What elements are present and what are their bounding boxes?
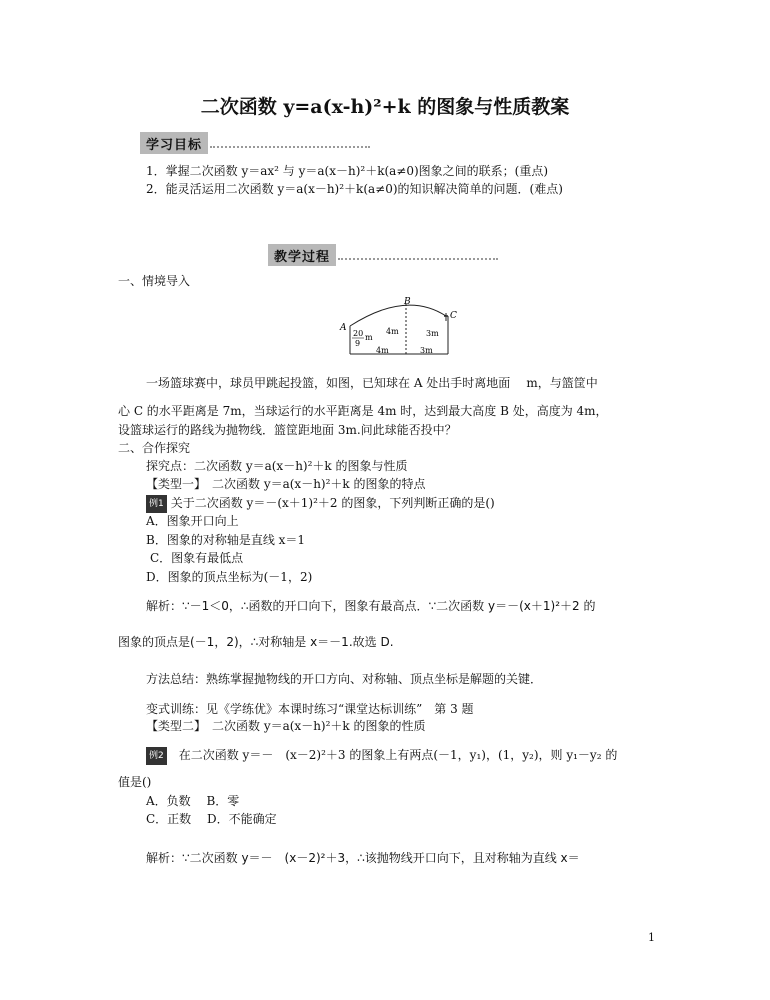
type-one-heading: 【类型一】 二次函数 y＝a(x－h)²＋k 的图象的特点 xyxy=(146,477,426,491)
example-1-stem xyxy=(146,494,495,513)
example-2-options-row2: C．正数 D．不能确定 xyxy=(146,812,277,826)
example-1-text: 关于二次函数 y＝－(x＋1)²＋2 的图象，下列判断正确的是() xyxy=(170,496,495,510)
label-b: B xyxy=(404,297,411,307)
intro-paragraph-line3: 设篮球运行的路线为抛物线．篮筐距地面 3m.问此球能否投中？ xyxy=(118,423,457,437)
section-banner-goals xyxy=(140,132,370,152)
intro-heading: 一、情境导入 xyxy=(118,274,191,288)
intro-line1-text: 一场篮球赛中，球员甲跳起投篮，如图，已知球在 A 处出手时离地面 xyxy=(146,376,511,390)
intro-paragraph-line2: 心 C 的水平距离是 7m，当球运行的水平距离是 4m 时，达到最大高度 B 处，高度为 4m， xyxy=(118,404,608,418)
process-tag: 教学过程 xyxy=(268,244,336,266)
fraction-denominator: 9 xyxy=(355,339,361,348)
page-number: 1 xyxy=(648,931,655,944)
trajectory-curve xyxy=(350,305,446,326)
example-1-option-d: D．图象的顶点坐标为(－1，2) xyxy=(146,570,313,584)
height-right-label: 3m xyxy=(426,329,439,338)
page-title: 二次函数 y=a(x-h)²+k 的图象与性质教案 xyxy=(200,96,570,118)
banner-dots xyxy=(210,138,370,148)
section-banner-process xyxy=(268,244,498,264)
fraction-numerator: 20 xyxy=(353,329,364,338)
example-2-tag: 例2 xyxy=(146,747,167,765)
example-1-option-c: C．图象有最低点 xyxy=(150,551,244,565)
label-c: C xyxy=(450,311,457,321)
example-1-option-a: A．图象开口向上 xyxy=(146,514,239,528)
example-2-analysis: 解析：∵二次函数 y＝－ (x－2)²＋3，∴该抛物线开口向下，且对称轴为直线 x＝ xyxy=(146,851,580,865)
example-1-tag: 例1 xyxy=(146,495,167,513)
type-two-heading: 【类型二】 二次函数 y＝a(x－h)²＋k 的图象的性质 xyxy=(146,719,426,733)
fraction-unit: m xyxy=(365,333,373,342)
example-1-analysis-line1: 解析：∵－1＜0，∴函数的开口向下，图象有最高点．∵二次函数 y＝－(x＋1)²＋2 的 xyxy=(146,599,596,613)
goal-item-2: 2．能灵活运用二次函数 y＝a(x－h)²＋k(a≠0)的知识解决简单的问题．(难点) xyxy=(146,182,563,196)
label-a: A xyxy=(340,323,347,333)
example-2-text: 在二次函数 y＝－ (x－2)²＋3 的图象上有两点(－1，y₁)，(1，y₂)，则 y₁－y₂ 的 xyxy=(178,748,618,762)
method-summary: 方法总结：熟练掌握抛物线的开口方向、对称轴、顶点坐标是解题的关键． xyxy=(146,672,543,686)
goals-tag: 学习目标 xyxy=(140,132,208,154)
example-2-options-row1: A．负数 B．零 xyxy=(146,794,240,808)
example-2-stem-line1 xyxy=(146,746,617,765)
intro-paragraph-line1 xyxy=(146,374,598,392)
banner-dots xyxy=(338,250,498,260)
goal-item-1: 1．掌握二次函数 y＝ax² 与 y＝a(x－h)²＋k(a≠0)图象之间的联系；(重点) xyxy=(146,164,549,178)
distance-left-label: 4m xyxy=(376,346,389,355)
example-2-stem-line2: 值是() xyxy=(118,775,152,789)
explore-point: 探究点：二次函数 y＝a(x－h)²＋k 的图象与性质 xyxy=(146,459,408,473)
explore-heading: 二、合作探究 xyxy=(118,441,191,455)
distance-right-label: 3m xyxy=(420,346,433,355)
intro-line1-end: m，与篮筐中 xyxy=(526,376,598,390)
height-mid-label: 4m xyxy=(386,327,399,336)
variant-training: 变式训练：见《学练优》本课时练习“课堂达标训练” 第 3 题 xyxy=(146,702,474,716)
example-1-analysis-line2: 图象的顶点是(－1，2)，∴对称轴是 x＝－1.故选 D. xyxy=(118,635,394,649)
basketball-figure xyxy=(336,294,466,358)
example-1-option-b: B．图象的对称轴是直线 x＝1 xyxy=(146,533,306,547)
